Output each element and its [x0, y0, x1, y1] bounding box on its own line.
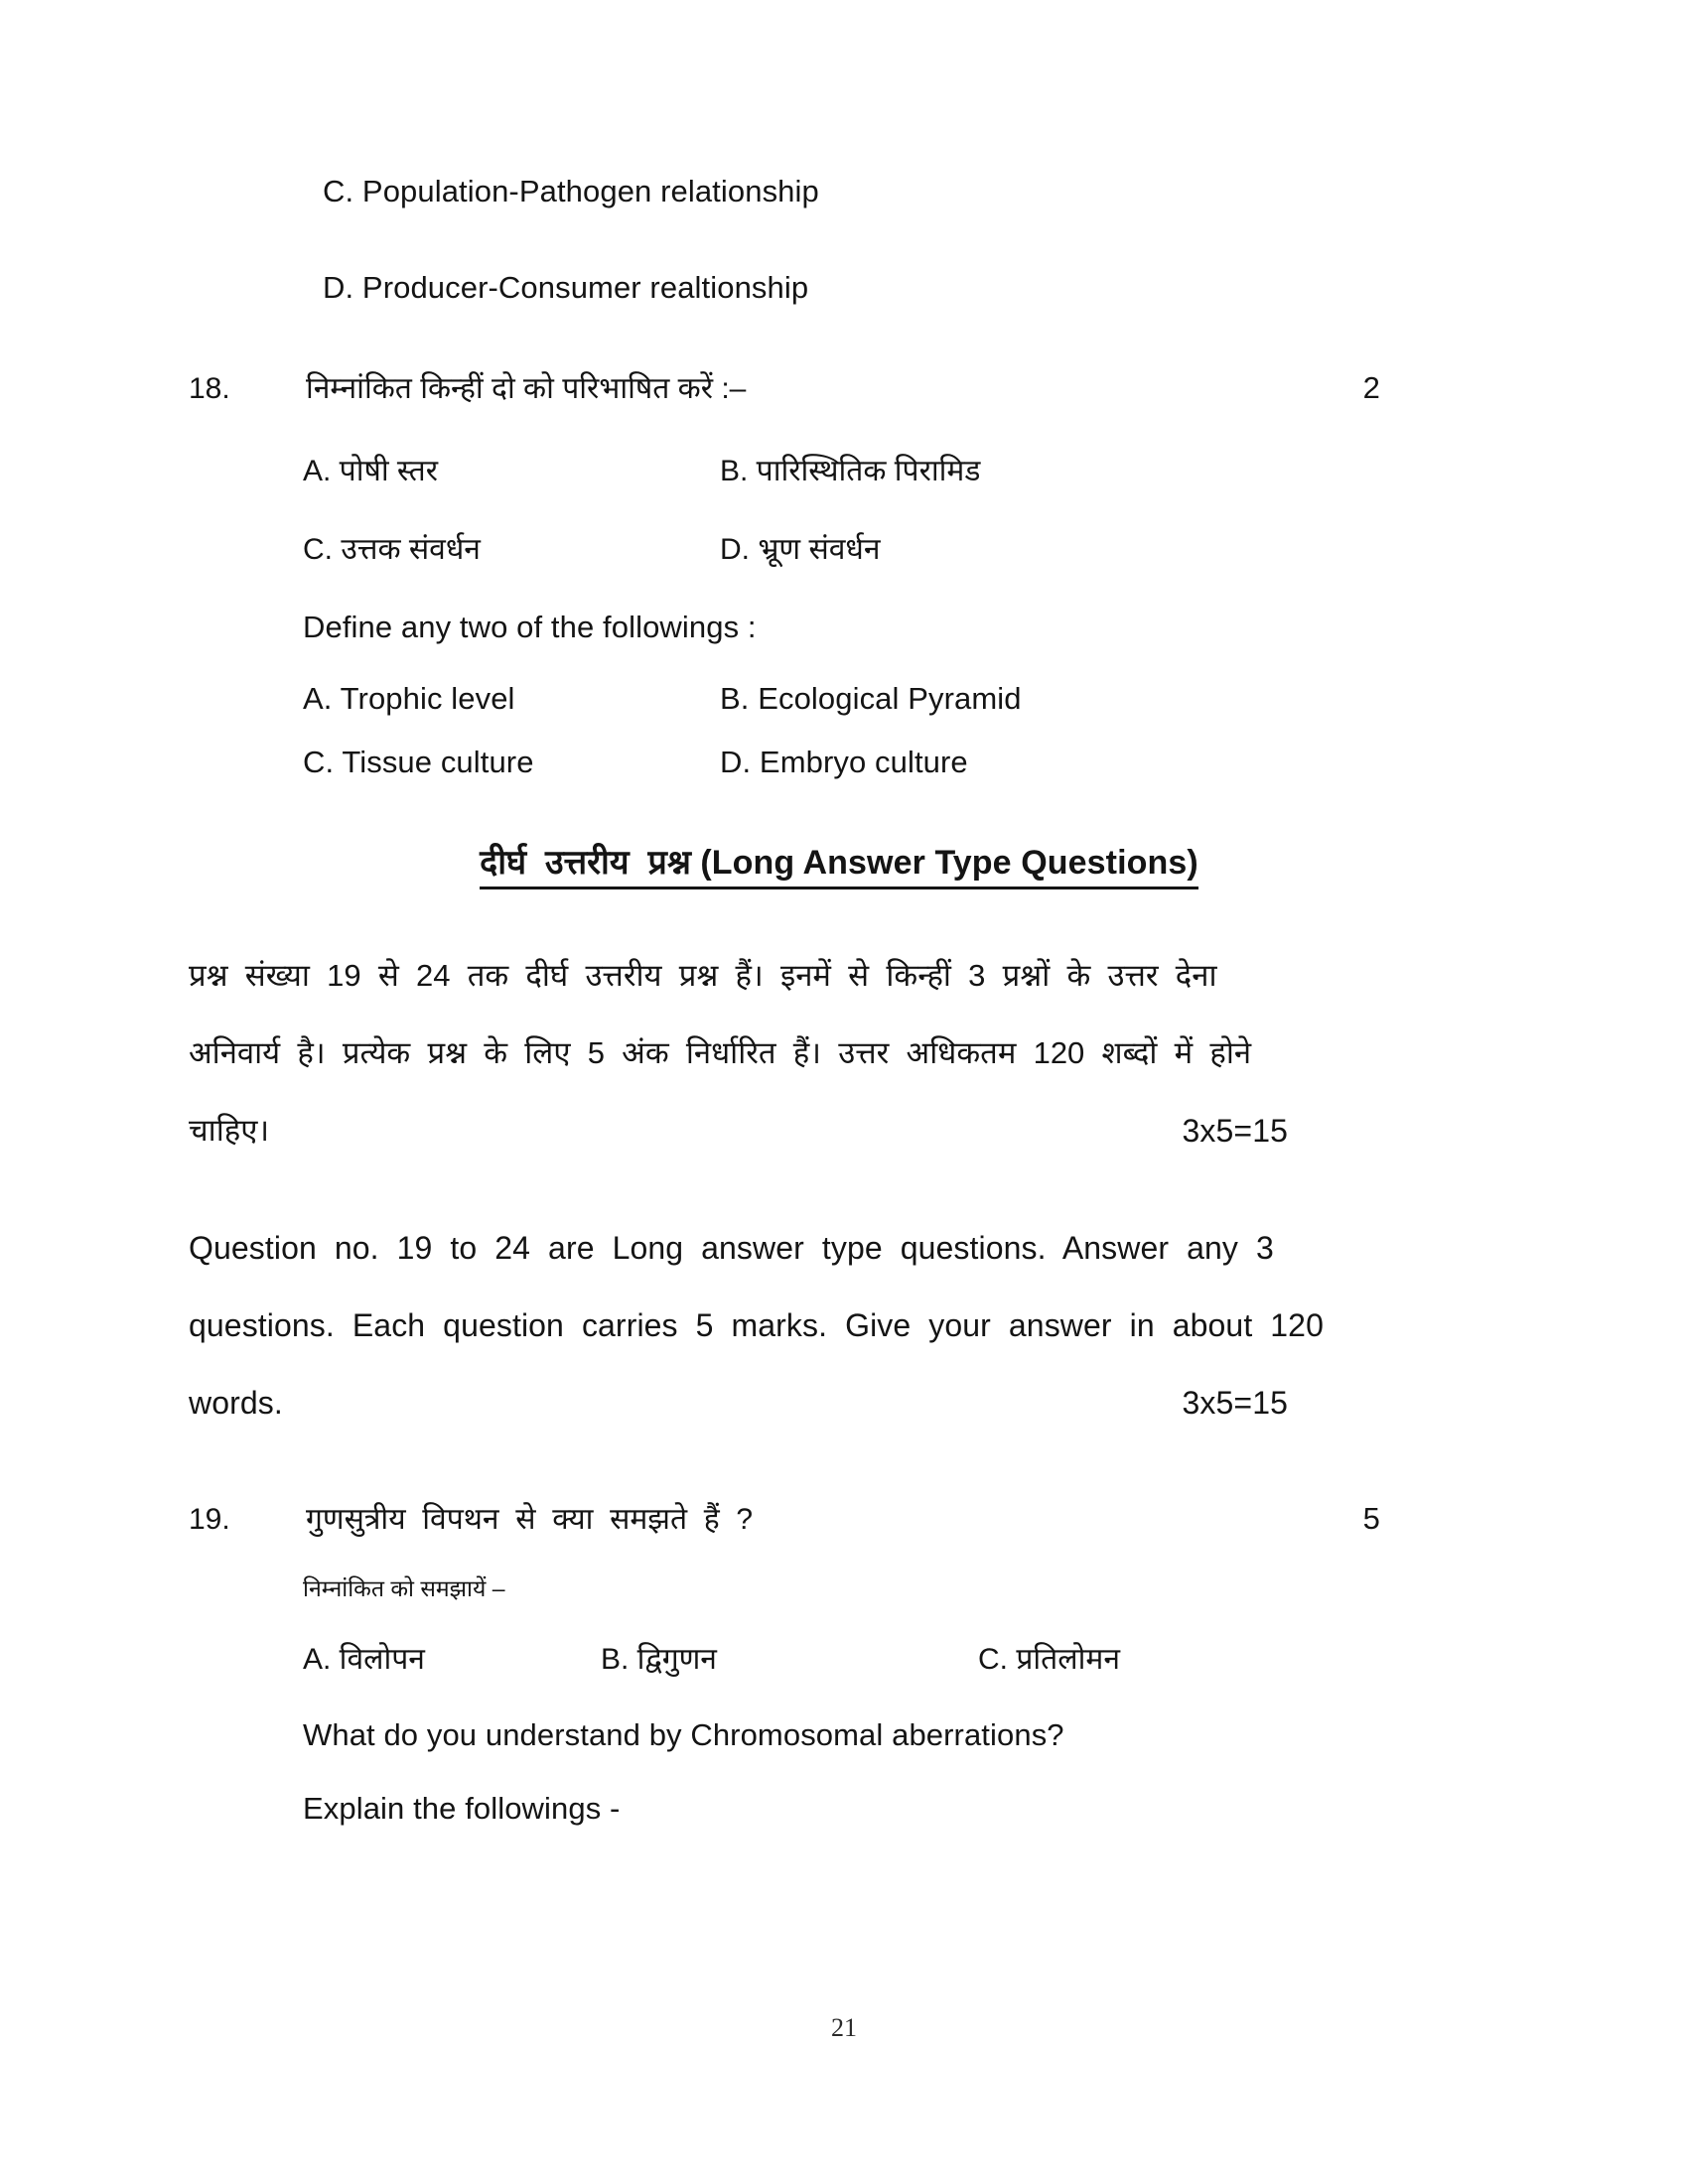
instructions-english-line-1: [189, 1209, 1375, 1287]
question-19-option-a-hi: A. विलोपन: [303, 1643, 425, 1676]
question-18-row: [189, 366, 1380, 407]
question-19-subprompt-en-row: [303, 1791, 1440, 1827]
instructions-hindi-line-2-text: अनिवार्य है। प्रत्येक प्रश्न के लिए 5 अंक निर्धारित हैं। उत्तर अधिकतम 120 शब्दों में होने: [189, 1035, 1252, 1070]
section-heading: [238, 838, 1440, 889]
question-19-subprompt-en: Explain the followings -: [303, 1791, 621, 1826]
question-18-options-hi-row-2: [303, 527, 1440, 568]
instructions-hindi-line-3-text: चाहिए।: [189, 1113, 270, 1148]
instructions-hindi-line-3: [189, 1092, 1375, 1169]
question-18-options-en-row-2: [303, 745, 1440, 780]
instructions-english: [189, 1209, 1375, 1441]
page-number: 21: [831, 2013, 857, 2042]
section-heading-english: (Long Answer Type Questions): [700, 844, 1198, 882]
instructions-hindi-line-2: [189, 1015, 1375, 1092]
question-19-row: [189, 1497, 1380, 1538]
carryover-option-d: [248, 270, 1440, 306]
question-18-prompt-en: Define any two of the followings :: [303, 610, 757, 644]
question-18-options-en-row-1: [303, 681, 1440, 717]
question-18-marks: 2: [1362, 370, 1380, 405]
instructions-english-line-2: [189, 1287, 1375, 1364]
instructions-english-line-1-text: Question no. 19 to 24 are Long answer type questions. Answer any 3: [189, 1230, 1274, 1266]
question-18-number: 18.: [189, 372, 230, 405]
question-18-option-b-hi: B. पारिस्थितिक पिरामिड: [720, 455, 981, 487]
instructions-english-line-3: [189, 1364, 1375, 1441]
instructions-hindi: [189, 937, 1375, 1169]
question-18-option-a-en: A. Trophic level: [303, 681, 515, 716]
section-heading-hindi: दीर्घ उत्तरीय प्रश्न: [480, 844, 701, 882]
question-18-option-d-hi: D. भ्रूण संवर्धन: [720, 533, 881, 566]
instructions-english-line-2-text: questions. Each question carries 5 marks. Give your answer in about 120: [189, 1307, 1324, 1343]
question-19-marks: 5: [1362, 1501, 1380, 1536]
carryover-option-c: [248, 174, 1440, 209]
option-c-label: C. Population-Pathogen relationship: [323, 174, 819, 208]
question-19-prompt-en-row: [303, 1717, 1440, 1753]
question-19-prompt-en: What do you understand by Chromosomal aberrations?: [303, 1717, 1064, 1752]
question-18-option-d-en: D. Embryo culture: [720, 745, 968, 779]
question-18-prompt-en-row: [303, 610, 1440, 645]
option-d-label: D. Producer-Consumer realtionship: [323, 270, 809, 305]
question-18-option-b-en: B. Ecological Pyramid: [720, 681, 1022, 716]
instructions-hindi-line-1-text: प्रश्न संख्या 19 से 24 तक दीर्घ उत्तरीय प्रश्न हैं। इनमें से किन्हीं 3 प्रश्नों के उत्तर देना: [189, 958, 1217, 993]
question-19-options-hi-row: [303, 1637, 1440, 1678]
question-19-option-c-hi: C. प्रतिलोमन: [978, 1643, 1120, 1676]
question-19-subprompt-hi: निम्नांकित को समझायें –: [303, 1575, 505, 1601]
section-heading-underline: [480, 838, 1198, 889]
instructions-hindi-line-1: [189, 937, 1375, 1015]
instructions-english-marks: 3x5=15: [1182, 1385, 1288, 1421]
question-19-option-b-hi: B. द्विगुणन: [601, 1643, 717, 1676]
instructions-english-line-3-text: words.: [189, 1385, 283, 1421]
question-19-subprompt-hi-row: [303, 1571, 1440, 1603]
question-18-option-a-hi: A. पोषी स्तर: [303, 455, 438, 487]
question-18-option-c-hi: C. उत्तक संवर्धन: [303, 533, 481, 566]
question-19-number: 19.: [189, 1503, 230, 1536]
instructions-hindi-marks: 3x5=15: [1182, 1113, 1288, 1149]
question-18-options-hi-row-1: [303, 449, 1440, 489]
question-19-prompt-hi: गुणसुत्रीय विपथन से क्या समझते हैं ?: [306, 1503, 754, 1536]
page-content: [189, 0, 1440, 1827]
question-18-option-c-en: C. Tissue culture: [303, 745, 534, 779]
question-18-prompt-hi: निम्नांकित किन्हीं दो को परिभाषित करें :–: [306, 372, 747, 405]
